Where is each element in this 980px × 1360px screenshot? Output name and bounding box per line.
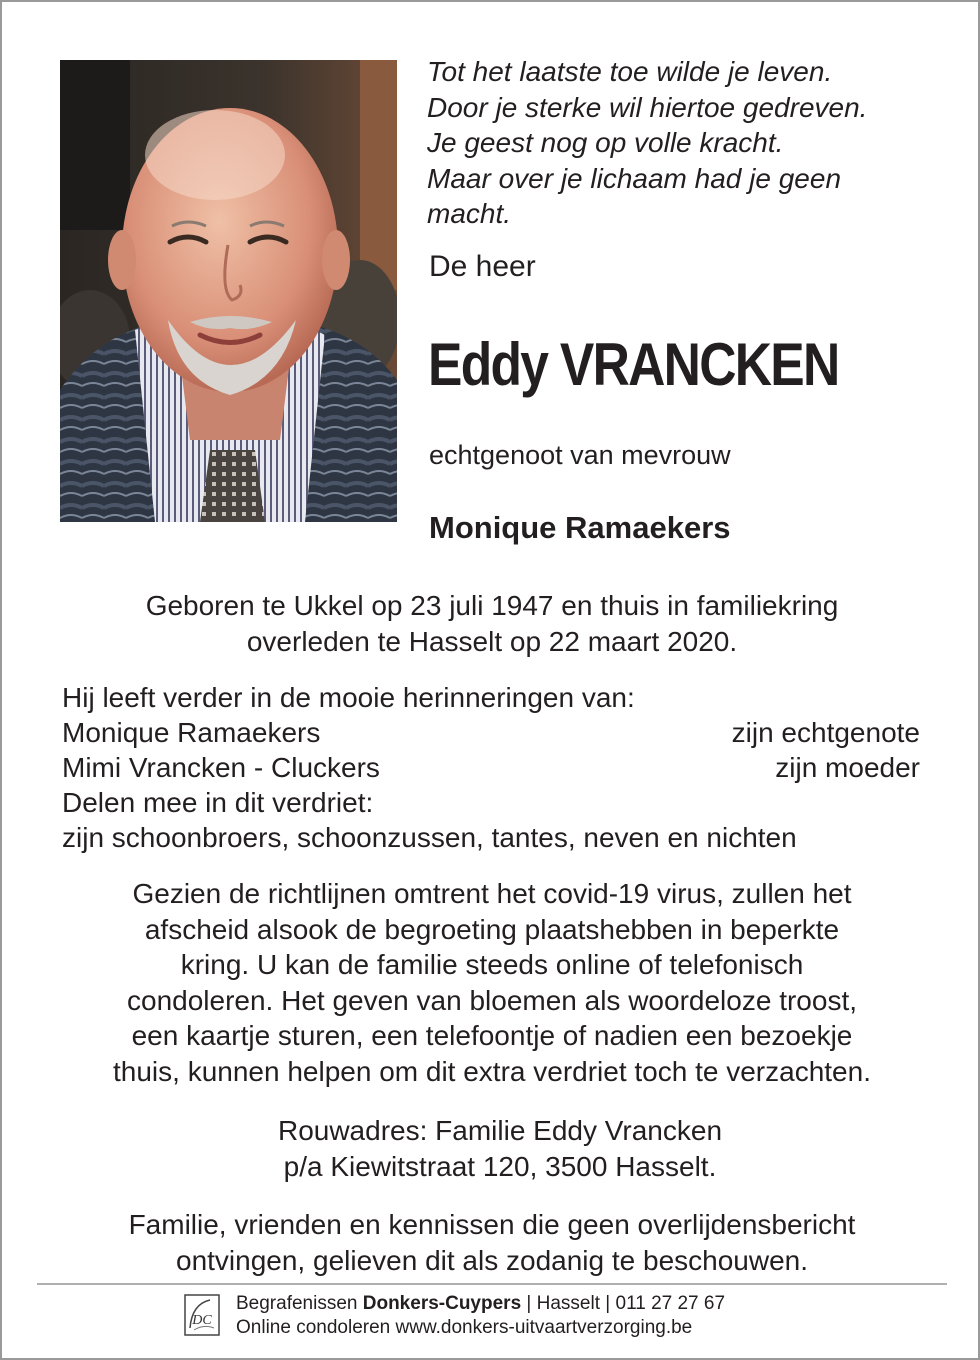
website-link[interactable]: www.donkers-uitvaartverzorging.be (395, 1317, 693, 1338)
family-member-relation: zijn moeder (775, 752, 920, 783)
closing-line: ontvingen, gelieven dit als zodanig te beschouwen. (176, 1244, 808, 1276)
family-member-name: Mimi Vrancken - Cluckers (62, 752, 380, 783)
family-member-relation: zijn echtgenote (731, 717, 920, 748)
family-member-row (62, 750, 920, 785)
portrait-illustration (60, 60, 397, 522)
company-city: | Hasselt | (526, 1293, 611, 1314)
company-prefix: Begrafenissen (236, 1293, 358, 1314)
poem-line: Door je sterke wil hiertoe gedreven. (427, 91, 868, 123)
mourning-address (50, 1113, 950, 1184)
poem-line: Tot het laatste toe wilde je leven. (427, 56, 833, 87)
closing-notice (42, 1207, 942, 1278)
covid-line: condoleren. Het geven van bloemen als woordeloze troost, (127, 984, 857, 1016)
covid-line: thuis, kunnen helpen om dit extra verdriet toch te verzachten. (113, 1055, 871, 1087)
birth-death-line: overleden te Hasselt op 22 maart 2020. (246, 625, 738, 657)
closing-line: Familie, vrienden en kennissen die geen overlijdensbericht (128, 1209, 856, 1240)
share-list: zijn schoonbroers, schoonzussen, tantes, neven en nichten (62, 822, 797, 853)
deceased-name: Eddy VRANCKEN (428, 331, 839, 398)
covid-line: een kaartje sturen, een telefoontje of nadien een bezoekje (131, 1020, 853, 1051)
covid-line: afscheid alsook de begroeting plaatshebben in beperkte (144, 913, 840, 945)
company-name: Donkers-Cuypers (362, 1293, 522, 1314)
family-member-row (62, 715, 920, 750)
footer-text (236, 1292, 725, 1340)
funeral-home-footer (184, 1292, 804, 1340)
company-phone: 011 27 27 67 (615, 1293, 726, 1314)
birth-death-line: Geboren te Ukkel op 23 juli 1947 en thuis in familiekring (145, 590, 839, 621)
honorific-title: De heer (429, 250, 536, 283)
family-member-name: Monique Ramaekers (62, 717, 321, 748)
family-intro: Hij leeft verder in de mooie herinneringen van: (62, 682, 635, 713)
footer-divider (37, 1283, 947, 1285)
covid-notice (42, 876, 942, 1089)
poem-line: macht. (427, 198, 512, 229)
birth-death-notice (42, 588, 942, 659)
poem-line: Maar over je lichaam had je geen (427, 162, 842, 194)
address-line: p/a Kiewitstraat 120, 3500 Hasselt. (283, 1150, 717, 1182)
logo-lettering: DC (192, 1313, 212, 1328)
online-condolence-label: Online condoleren (236, 1317, 391, 1338)
poem-line: Je geest nog op volle kracht. (427, 127, 784, 158)
covid-line: Gezien de richtlijnen omtrent het covid-19 virus, zullen het (132, 878, 852, 909)
spouse-name: Monique Ramaekers (429, 510, 731, 545)
address-line: Rouwadres: Familie Eddy Vrancken (277, 1115, 723, 1146)
memorial-poem (427, 54, 947, 232)
share-intro: Delen mee in dit verdriet: (62, 787, 374, 818)
family-section (62, 680, 920, 855)
funeral-home-logo-icon (184, 1294, 220, 1336)
covid-line: kring. U kan de familie steeds online of telefonisch (180, 949, 804, 980)
portrait-photo (60, 60, 397, 522)
spouse-intro: echtgenoot van mevrouw (429, 440, 731, 470)
